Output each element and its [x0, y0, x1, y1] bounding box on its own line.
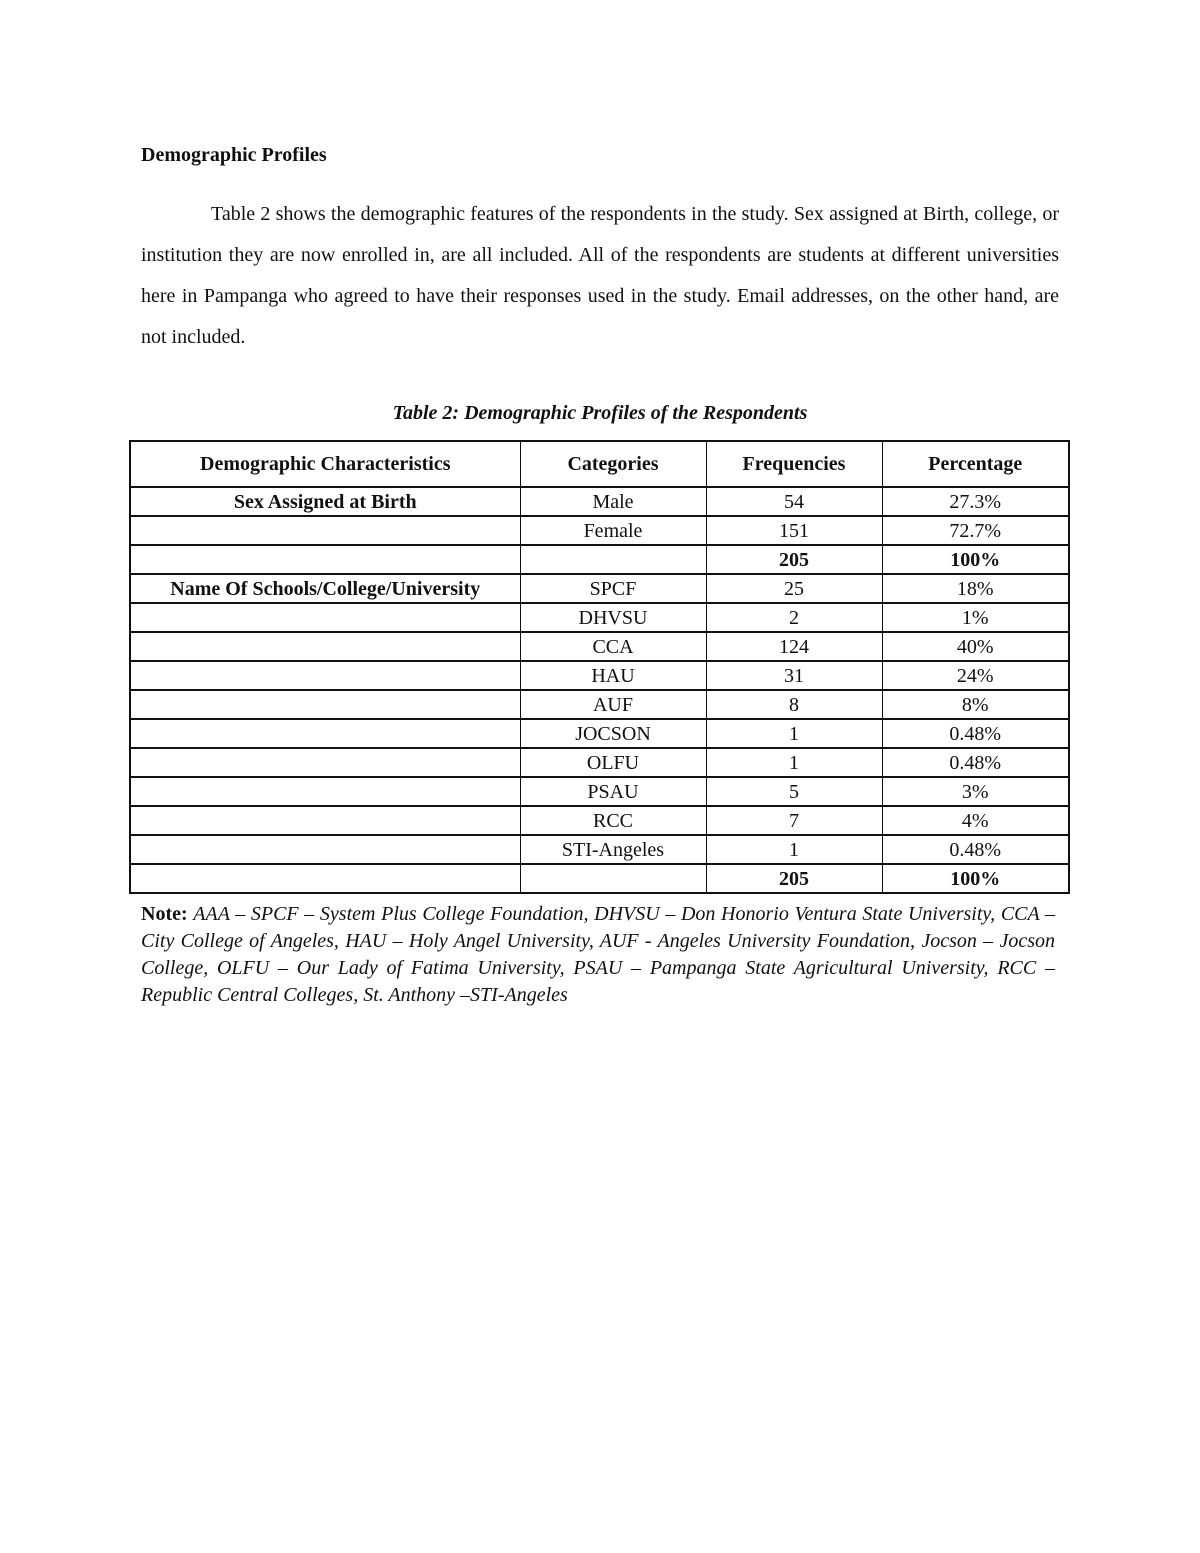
cell-characteristic	[130, 516, 520, 545]
cell-frequency: 1	[706, 719, 882, 748]
cell-frequency: 31	[706, 661, 882, 690]
cell-percentage: 100%	[882, 545, 1069, 574]
cell-percentage: 0.48%	[882, 719, 1069, 748]
cell-characteristic	[130, 806, 520, 835]
cell-characteristic	[130, 632, 520, 661]
cell-category: PSAU	[520, 777, 706, 806]
table-header-row	[130, 441, 1069, 487]
cell-characteristic: Name Of Schools/College/University	[130, 574, 520, 603]
cell-characteristic	[130, 719, 520, 748]
cell-frequency: 7	[706, 806, 882, 835]
note-label: Note:	[141, 903, 188, 925]
table-row	[130, 748, 1069, 777]
table-row	[130, 487, 1069, 516]
cell-percentage: 4%	[882, 806, 1069, 835]
cell-frequency: 1	[706, 748, 882, 777]
header-frequencies: Frequencies	[706, 441, 882, 487]
table-row	[130, 690, 1069, 719]
cell-percentage: 0.48%	[882, 835, 1069, 864]
cell-characteristic	[130, 545, 520, 574]
cell-frequency: 2	[706, 603, 882, 632]
cell-category: CCA	[520, 632, 706, 661]
cell-percentage: 18%	[882, 574, 1069, 603]
cell-percentage: 24%	[882, 661, 1069, 690]
cell-category	[520, 545, 706, 574]
table-row	[130, 719, 1069, 748]
cell-category: HAU	[520, 661, 706, 690]
cell-characteristic	[130, 864, 520, 893]
cell-category: Male	[520, 487, 706, 516]
cell-category: OLFU	[520, 748, 706, 777]
cell-frequency: 205	[706, 864, 882, 893]
cell-frequency: 124	[706, 632, 882, 661]
body-paragraph: Table 2 shows the demographic features of the respondents in the study. Sex assigned at Birth, college, or institution they are now enrolled in, are all included. All of the respondents are students at different universities here in Pampanga who agreed to have their responses used in the study. Email addresses, on the other hand, are not included.	[141, 203, 1059, 348]
cell-frequency: 8	[706, 690, 882, 719]
cell-percentage: 3%	[882, 777, 1069, 806]
cell-frequency: 25	[706, 574, 882, 603]
cell-characteristic	[130, 690, 520, 719]
header-percentage: Percentage	[882, 441, 1069, 487]
cell-percentage: 72.7%	[882, 516, 1069, 545]
cell-characteristic	[130, 661, 520, 690]
table-row	[130, 806, 1069, 835]
table-row	[130, 835, 1069, 864]
cell-category: JOCSON	[520, 719, 706, 748]
cell-frequency: 1	[706, 835, 882, 864]
cell-frequency: 151	[706, 516, 882, 545]
cell-percentage: 0.48%	[882, 748, 1069, 777]
cell-percentage: 1%	[882, 603, 1069, 632]
table-row	[130, 603, 1069, 632]
cell-characteristic: Sex Assigned at Birth	[130, 487, 520, 516]
cell-category: RCC	[520, 806, 706, 835]
header-characteristics: Demographic Characteristics	[130, 441, 520, 487]
section-heading: Demographic Profiles	[141, 144, 327, 166]
cell-percentage: 100%	[882, 864, 1069, 893]
demographic-table	[129, 440, 1070, 894]
table-row	[130, 516, 1069, 545]
header-categories: Categories	[520, 441, 706, 487]
table-row	[130, 574, 1069, 603]
cell-category: Female	[520, 516, 706, 545]
cell-frequency: 205	[706, 545, 882, 574]
cell-percentage: 27.3%	[882, 487, 1069, 516]
cell-category: AUF	[520, 690, 706, 719]
cell-frequency: 54	[706, 487, 882, 516]
table-row	[130, 864, 1069, 893]
cell-frequency: 5	[706, 777, 882, 806]
table-body	[130, 487, 1069, 893]
table-row	[130, 632, 1069, 661]
cell-percentage: 8%	[882, 690, 1069, 719]
cell-category: STI-Angeles	[520, 835, 706, 864]
table-caption: Table 2: Demographic Profiles of the Respondents	[392, 402, 808, 424]
note-text: AAA – SPCF – System Plus College Foundation, DHVSU – Don Honorio Ventura State University, CCA – City College of Angeles, HAU – Holy Angel University, AUF - Angeles University Foundation, Jocson – Jocson College, OLFU – Our Lady of Fatima University, PSAU – Pampanga State Agricultural University, RCC – Republic Central Colleges, St. Anthony –STI-Angeles	[141, 903, 1056, 1006]
cell-characteristic	[130, 603, 520, 632]
cell-characteristic	[130, 777, 520, 806]
table-row	[130, 545, 1069, 574]
table-row	[130, 777, 1069, 806]
cell-percentage: 40%	[882, 632, 1069, 661]
cell-category: SPCF	[520, 574, 706, 603]
cell-category: DHVSU	[520, 603, 706, 632]
cell-category	[520, 864, 706, 893]
table-row	[130, 661, 1069, 690]
cell-characteristic	[130, 748, 520, 777]
cell-characteristic	[130, 835, 520, 864]
table-note	[141, 901, 1055, 1009]
